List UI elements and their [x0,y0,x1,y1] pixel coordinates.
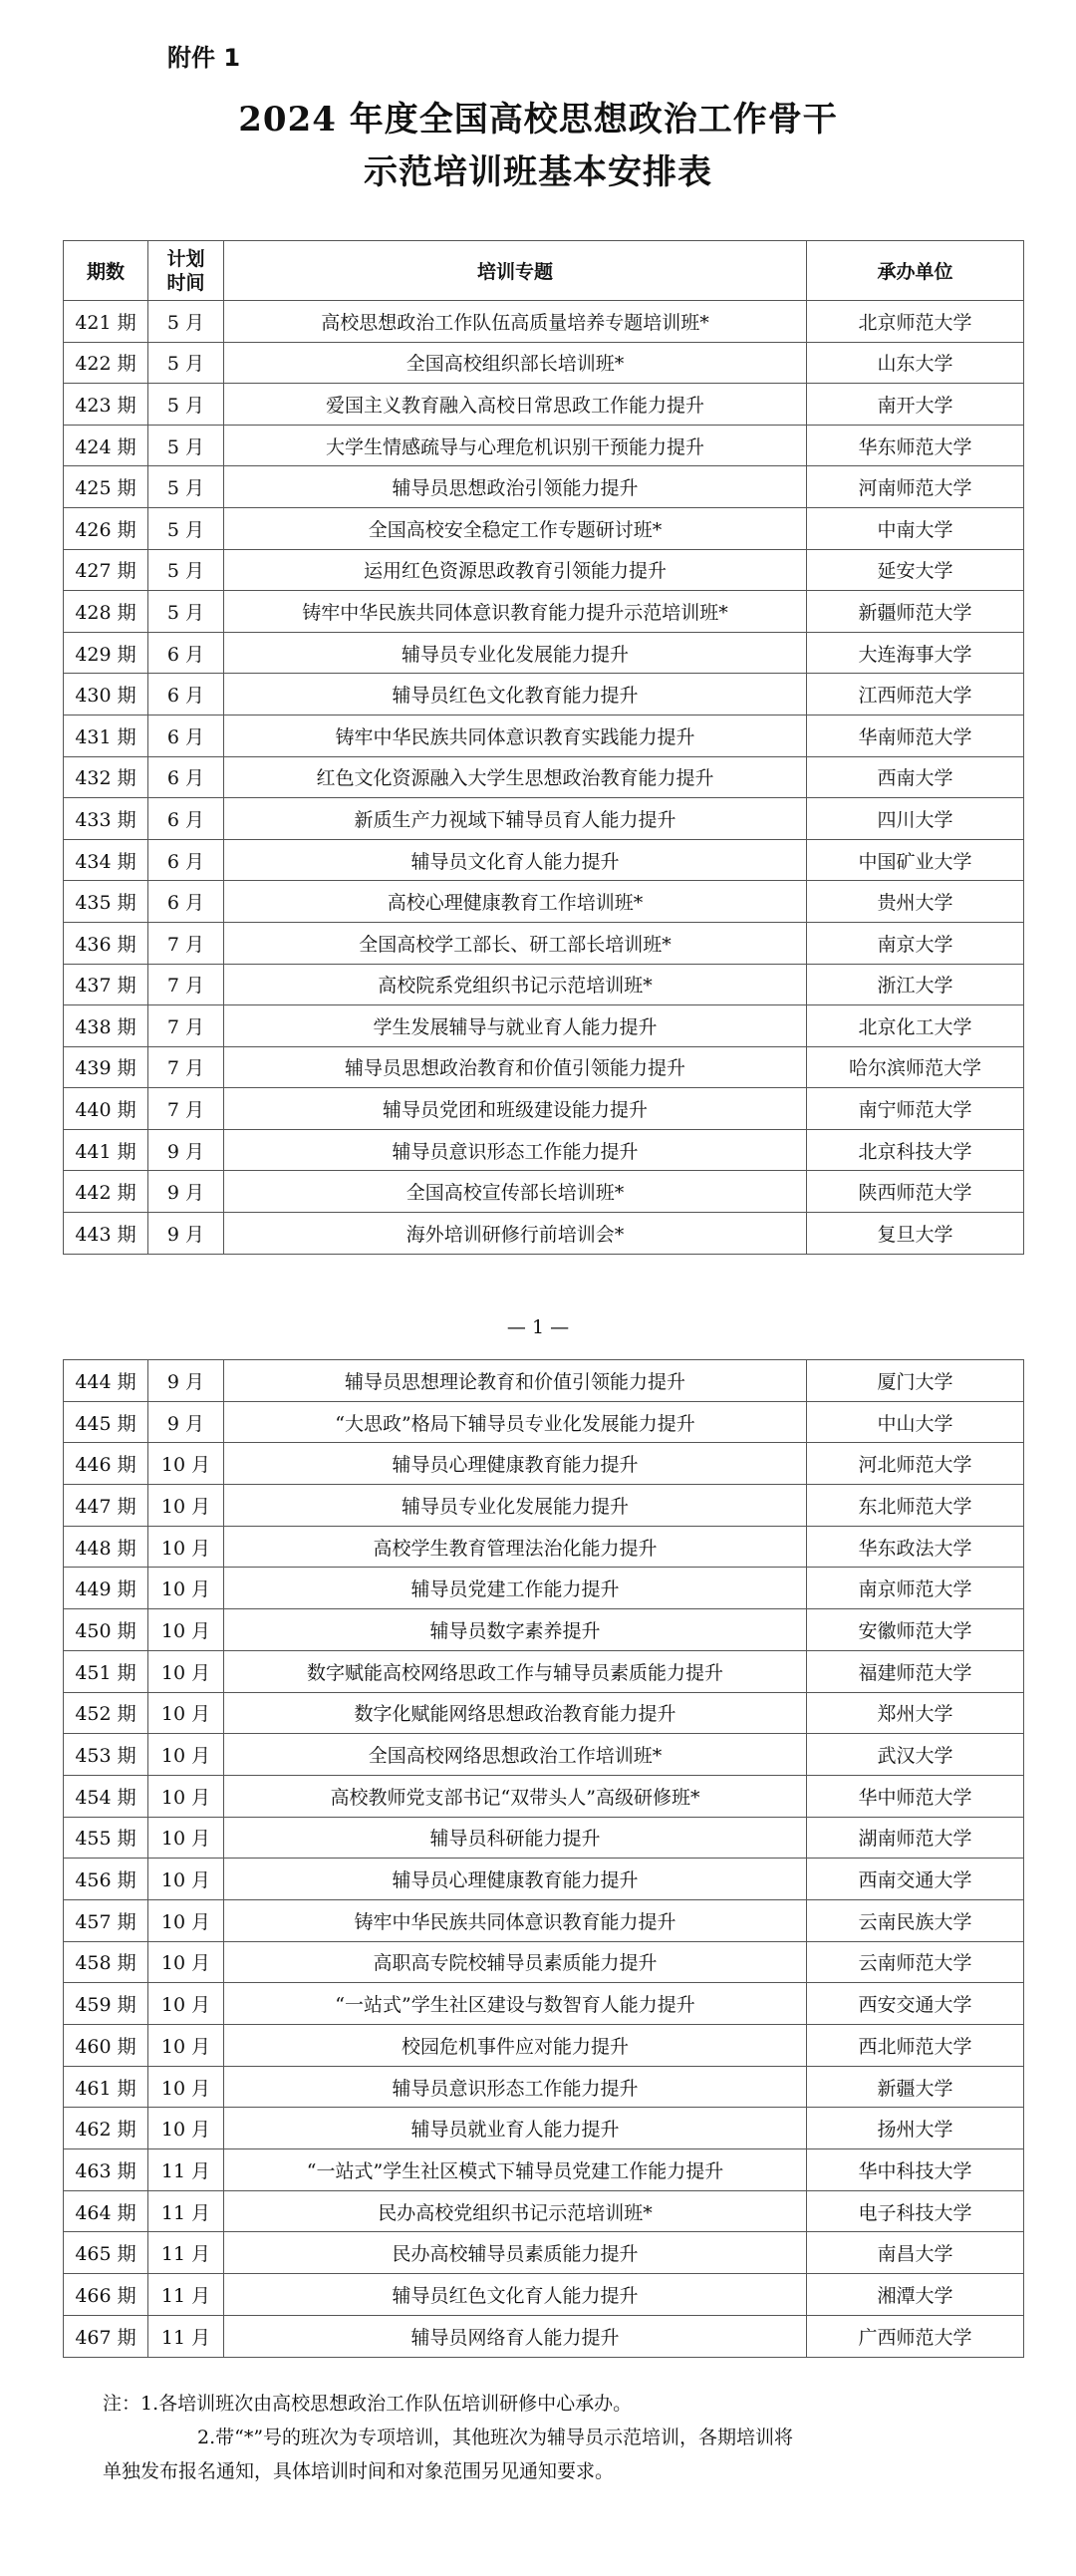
cell-host: 四川大学 [807,798,1024,840]
cell-host: 云南师范大学 [807,1941,1024,1983]
cell-period: 455 期 [64,1817,148,1859]
table-row [64,2190,1024,2232]
table-row [64,798,1024,840]
cell-topic: 铸牢中华民族共同体意识教育能力提升示范培训班* [224,591,807,633]
cell-host: 贵州大学 [807,881,1024,923]
note-3: 单独发布报名通知，具体培训时间和对象范围另见通知要求。 [103,2460,615,2482]
cell-period: 431 期 [64,715,148,756]
cell-time: 10 月 [148,1609,224,1651]
table-row [64,2108,1024,2149]
cell-topic: 运用红色资源思政教育引领能力提升 [224,549,807,591]
table-row [64,881,1024,923]
cell-host: 武汉大学 [807,1734,1024,1776]
cell-host: 云南民族大学 [807,1899,1024,1941]
cell-topic: 辅导员思想政治引领能力提升 [224,466,807,508]
cell-topic: 数字赋能高校网络思政工作与辅导员素质能力提升 [224,1650,807,1692]
table-row [64,715,1024,756]
header-topic: 培训专题 [224,241,807,301]
cell-period: 448 期 [64,1526,148,1568]
cell-time: 9 月 [148,1129,224,1171]
cell-topic: 大学生情感疏导与心理危机识别干预能力提升 [224,425,807,466]
cell-topic: 民办高校辅导员素质能力提升 [224,2232,807,2274]
cell-host: 广西师范大学 [807,2315,1024,2357]
cell-time: 5 月 [148,384,224,426]
table-row [64,342,1024,384]
cell-host: 电子科技大学 [807,2190,1024,2232]
table-row [64,1171,1024,1213]
cell-period: 423 期 [64,384,148,426]
cell-period: 432 期 [64,756,148,798]
cell-host: 新疆师范大学 [807,591,1024,633]
cell-host: 郑州大学 [807,1692,1024,1734]
cell-period: 437 期 [64,964,148,1005]
cell-host: 南开大学 [807,384,1024,426]
cell-host: 南宁师范大学 [807,1088,1024,1130]
table-row [64,1568,1024,1609]
cell-period: 424 期 [64,425,148,466]
cell-host: 南昌大学 [807,2232,1024,2274]
cell-time: 5 月 [148,425,224,466]
cell-time: 9 月 [148,1401,224,1443]
table-row [64,2025,1024,2067]
cell-period: 434 期 [64,839,148,881]
cell-topic: 辅导员党团和班级建设能力提升 [224,1088,807,1130]
note-1: 注：1.各培训班次由高校思想政治工作队伍培训研修中心承办。 [103,2393,633,2415]
cell-topic: “一站式”学生社区建设与数智育人能力提升 [224,1983,807,2025]
cell-topic: 辅导员心理健康教育能力提升 [224,1859,807,1900]
cell-time: 5 月 [148,301,224,343]
cell-period: 462 期 [64,2108,148,2149]
cell-period: 447 期 [64,1485,148,1527]
table-row [64,591,1024,633]
cell-time: 7 月 [148,1005,224,1047]
cell-time: 11 月 [148,2149,224,2191]
cell-host: 西北师范大学 [807,2025,1024,2067]
table-row [64,964,1024,1005]
cell-period: 460 期 [64,2025,148,2067]
cell-time: 10 月 [148,1692,224,1734]
cell-host: 大连海事大学 [807,632,1024,674]
cell-host: 华中科技大学 [807,2149,1024,2191]
cell-host: 陕西师范大学 [807,1171,1024,1213]
cell-time: 10 月 [148,1443,224,1485]
cell-host: 复旦大学 [807,1213,1024,1255]
cell-topic: 辅导员网络育人能力提升 [224,2315,807,2357]
table-row [64,1692,1024,1734]
cell-topic: 新质生产力视域下辅导员育人能力提升 [224,798,807,840]
cell-time: 5 月 [148,591,224,633]
cell-topic: 辅导员红色文化教育能力提升 [224,674,807,716]
cell-host: 北京科技大学 [807,1129,1024,1171]
cell-period: 439 期 [64,1046,148,1088]
cell-time: 9 月 [148,1213,224,1255]
cell-host: 南京师范大学 [807,1568,1024,1609]
cell-topic: 高校院系党组织书记示范培训班* [224,964,807,1005]
cell-topic: 辅导员就业育人能力提升 [224,2108,807,2149]
cell-time: 10 月 [148,1859,224,1900]
table-row [64,549,1024,591]
cell-time: 10 月 [148,1817,224,1859]
cell-topic: 全国高校安全稳定工作专题研讨班* [224,507,807,549]
cell-period: 442 期 [64,1171,148,1213]
cell-time: 5 月 [148,507,224,549]
table-row [64,1213,1024,1255]
cell-time: 6 月 [148,881,224,923]
cell-host: 扬州大学 [807,2108,1024,2149]
table-row [64,1088,1024,1130]
cell-period: 461 期 [64,2066,148,2108]
cell-topic: 辅导员意识形态工作能力提升 [224,2066,807,2108]
cell-time: 10 月 [148,1983,224,2025]
cell-time: 6 月 [148,839,224,881]
cell-topic: 辅导员心理健康教育能力提升 [224,1443,807,1485]
cell-topic: 全国高校宣传部长培训班* [224,1171,807,1213]
cell-time: 5 月 [148,466,224,508]
cell-host: 浙江大学 [807,964,1024,1005]
document-title-line1: 2024 年度全国高校思想政治工作骨干 [238,100,838,140]
cell-time: 6 月 [148,632,224,674]
cell-topic: 全国高校组织部长培训班* [224,342,807,384]
table-row [64,507,1024,549]
table-row [64,1859,1024,1900]
cell-period: 452 期 [64,1692,148,1734]
cell-topic: 高校思想政治工作队伍高质量培养专题培训班* [224,301,807,343]
cell-period: 444 期 [64,1360,148,1402]
table-row [64,632,1024,674]
cell-time: 11 月 [148,2315,224,2357]
cell-period: 449 期 [64,1568,148,1609]
cell-time: 7 月 [148,1046,224,1088]
cell-time: 5 月 [148,342,224,384]
cell-period: 441 期 [64,1129,148,1171]
cell-topic: 辅导员意识形态工作能力提升 [224,1129,807,1171]
cell-time: 6 月 [148,674,224,716]
table-row [64,1941,1024,1983]
cell-host: 东北师范大学 [807,1485,1024,1527]
cell-host: 西南交通大学 [807,1859,1024,1900]
table-row [64,1775,1024,1817]
cell-period: 443 期 [64,1213,148,1255]
cell-time: 10 月 [148,2066,224,2108]
header-host: 承办单位 [807,241,1024,301]
cell-time: 10 月 [148,1485,224,1527]
cell-host: 华东政法大学 [807,1526,1024,1568]
cell-period: 465 期 [64,2232,148,2274]
table-row [64,301,1024,343]
table-row [64,1046,1024,1088]
cell-host: 湘潭大学 [807,2274,1024,2316]
cell-topic: “一站式”学生社区模式下辅导员党建工作能力提升 [224,2149,807,2191]
cell-period: 440 期 [64,1088,148,1130]
cell-period: 463 期 [64,2149,148,2191]
cell-time: 10 月 [148,1526,224,1568]
cell-period: 426 期 [64,507,148,549]
cell-period: 456 期 [64,1859,148,1900]
cell-topic: 辅导员专业化发展能力提升 [224,632,807,674]
cell-time: 10 月 [148,1650,224,1692]
cell-topic: 辅导员思想政治教育和价值引领能力提升 [224,1046,807,1088]
table-row [64,756,1024,798]
cell-host: 中南大学 [807,507,1024,549]
cell-period: 429 期 [64,632,148,674]
page-number: — 1 — [506,1316,570,1338]
table-row [64,2149,1024,2191]
table-row [64,1443,1024,1485]
cell-time: 11 月 [148,2274,224,2316]
cell-period: 450 期 [64,1609,148,1651]
cell-time: 6 月 [148,756,224,798]
cell-period: 454 期 [64,1775,148,1817]
cell-time: 9 月 [148,1171,224,1213]
cell-host: 河南师范大学 [807,466,1024,508]
cell-time: 10 月 [148,2108,224,2149]
table-row [64,2274,1024,2316]
cell-period: 453 期 [64,1734,148,1776]
cell-topic: “大思政”格局下辅导员专业化发展能力提升 [224,1401,807,1443]
cell-topic: 铸牢中华民族共同体意识教育能力提升 [224,1899,807,1941]
cell-topic: 辅导员思想理论教育和价值引领能力提升 [224,1360,807,1402]
cell-period: 438 期 [64,1005,148,1047]
cell-host: 延安大学 [807,549,1024,591]
cell-period: 436 期 [64,922,148,964]
cell-topic: 全国高校学工部长、研工部长培训班* [224,922,807,964]
cell-topic: 铸牢中华民族共同体意识教育实践能力提升 [224,715,807,756]
cell-topic: 红色文化资源融入大学生思想政治教育能力提升 [224,756,807,798]
table-row [64,1360,1024,1402]
cell-period: 421 期 [64,301,148,343]
cell-time: 11 月 [148,2190,224,2232]
cell-time: 7 月 [148,1088,224,1130]
cell-topic: 高校教师党支部书记“双带头人”高级研修班* [224,1775,807,1817]
header-time: 计划 时间 [148,241,224,301]
table-row [64,1899,1024,1941]
table-row [64,1526,1024,1568]
cell-host: 福建师范大学 [807,1650,1024,1692]
cell-period: 430 期 [64,674,148,716]
schedule-table-page2 [63,1359,1024,2358]
cell-topic: 辅导员红色文化育人能力提升 [224,2274,807,2316]
cell-topic: 全国高校网络思想政治工作培训班* [224,1734,807,1776]
table-row [64,922,1024,964]
cell-time: 6 月 [148,715,224,756]
cell-host: 中国矿业大学 [807,839,1024,881]
cell-topic: 海外培训研修行前培训会* [224,1213,807,1255]
cell-time: 10 月 [148,1568,224,1609]
cell-topic: 学生发展辅导与就业育人能力提升 [224,1005,807,1047]
attachment-label: 附件 1 [167,44,241,72]
cell-period: 458 期 [64,1941,148,1983]
schedule-table-page1 [63,240,1024,1255]
cell-host: 南京大学 [807,922,1024,964]
cell-period: 457 期 [64,1899,148,1941]
cell-topic: 辅导员数字素养提升 [224,1609,807,1651]
cell-time: 9 月 [148,1360,224,1402]
table-row [64,1005,1024,1047]
cell-host: 西南大学 [807,756,1024,798]
table-row [64,425,1024,466]
cell-topic: 辅导员党建工作能力提升 [224,1568,807,1609]
cell-host: 华南师范大学 [807,715,1024,756]
cell-time: 11 月 [148,2232,224,2274]
cell-topic: 高校学生教育管理法治化能力提升 [224,1526,807,1568]
table-row [64,2066,1024,2108]
cell-period: 446 期 [64,1443,148,1485]
cell-time: 10 月 [148,1775,224,1817]
cell-host: 湖南师范大学 [807,1817,1024,1859]
cell-topic: 数字化赋能网络思想政治教育能力提升 [224,1692,807,1734]
cell-host: 西安交通大学 [807,1983,1024,2025]
cell-time: 10 月 [148,1734,224,1776]
cell-time: 10 月 [148,2025,224,2067]
table-row [64,384,1024,426]
cell-time: 7 月 [148,964,224,1005]
cell-time: 10 月 [148,1899,224,1941]
table-row [64,839,1024,881]
cell-period: 427 期 [64,549,148,591]
table-row [64,1129,1024,1171]
header-period: 期数 [64,241,148,301]
cell-period: 428 期 [64,591,148,633]
cell-period: 435 期 [64,881,148,923]
cell-host: 新疆大学 [807,2066,1024,2108]
cell-topic: 高校心理健康教育工作培训班* [224,881,807,923]
cell-host: 山东大学 [807,342,1024,384]
cell-period: 467 期 [64,2315,148,2357]
table-row [64,1734,1024,1776]
table-row [64,466,1024,508]
cell-host: 北京化工大学 [807,1005,1024,1047]
notes-section [103,2387,979,2488]
cell-topic: 辅导员专业化发展能力提升 [224,1485,807,1527]
cell-topic: 民办高校党组织书记示范培训班* [224,2190,807,2232]
cell-host: 河北师范大学 [807,1443,1024,1485]
table-row [64,1401,1024,1443]
cell-host: 华东师范大学 [807,425,1024,466]
cell-topic: 辅导员科研能力提升 [224,1817,807,1859]
table-row [64,674,1024,716]
cell-topic: 高职高专院校辅导员素质能力提升 [224,1941,807,1983]
cell-host: 江西师范大学 [807,674,1024,716]
cell-host: 哈尔滨师范大学 [807,1046,1024,1088]
cell-host: 中山大学 [807,1401,1024,1443]
cell-host: 华中师范大学 [807,1775,1024,1817]
cell-host: 安徽师范大学 [807,1609,1024,1651]
cell-host: 厦门大学 [807,1360,1024,1402]
table-row [64,1650,1024,1692]
cell-host: 北京师范大学 [807,301,1024,343]
cell-period: 425 期 [64,466,148,508]
table-row [64,1817,1024,1859]
table-row [64,1609,1024,1651]
cell-period: 459 期 [64,1983,148,2025]
cell-period: 422 期 [64,342,148,384]
cell-time: 6 月 [148,798,224,840]
cell-time: 10 月 [148,1941,224,1983]
table-row [64,2232,1024,2274]
table-row [64,2315,1024,2357]
cell-period: 433 期 [64,798,148,840]
cell-period: 464 期 [64,2190,148,2232]
cell-period: 451 期 [64,1650,148,1692]
table-row [64,1485,1024,1527]
cell-period: 445 期 [64,1401,148,1443]
cell-topic: 辅导员文化育人能力提升 [224,839,807,881]
cell-time: 7 月 [148,922,224,964]
table-header-row [64,241,1024,301]
document-title-line2: 示范培训班基本安排表 [364,152,712,192]
table-row [64,1983,1024,2025]
note-2: 2.带“*”号的班次为专项培训，其他班次为辅导员示范培训，各期培训将 [197,2427,794,2448]
cell-topic: 校园危机事件应对能力提升 [224,2025,807,2067]
cell-period: 466 期 [64,2274,148,2316]
cell-time: 5 月 [148,549,224,591]
cell-topic: 爱国主义教育融入高校日常思政工作能力提升 [224,384,807,426]
